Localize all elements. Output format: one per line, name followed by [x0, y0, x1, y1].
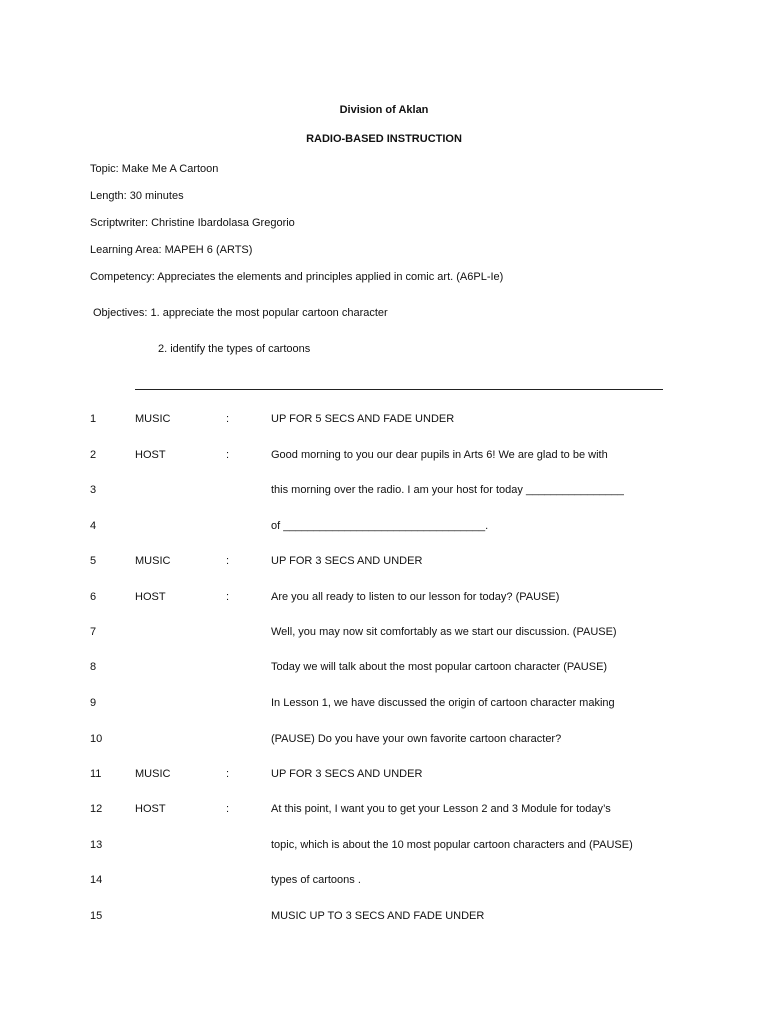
separator: : [226, 449, 230, 461]
line-number: 14 [90, 874, 103, 886]
competency-line: Competency: Appreciates the elements and principles applied in comic art. (A6PL-Ie) [90, 271, 504, 283]
scriptwriter-line: Scriptwriter: Christine Ibardolasa Gregorio [90, 217, 295, 229]
length-line: Length: 30 minutes [90, 190, 184, 202]
cue-text: Well, you may now sit comfortably as we start our discussion. (PAUSE) [271, 626, 617, 638]
speaker: MUSIC [135, 768, 171, 780]
line-number: 15 [90, 910, 103, 922]
line-number: 13 [90, 839, 103, 851]
line-number: 10 [90, 733, 103, 745]
section-divider [135, 389, 663, 390]
line-number: 7 [90, 626, 97, 638]
cue-text: Are you all ready to listen to our lesson for today? (PAUSE) [271, 591, 560, 603]
separator: : [226, 768, 230, 780]
line-number: 12 [90, 803, 103, 815]
line-number: 5 [90, 555, 97, 567]
document-title: RADIO-BASED INSTRUCTION [306, 133, 462, 145]
script-row [0, 520, 768, 536]
script-row [0, 555, 768, 571]
speaker: MUSIC [135, 413, 171, 425]
cue-text: of _________________________________. [271, 520, 489, 532]
cue-text: UP FOR 3 SECS AND UNDER [271, 768, 423, 780]
cue-text: this morning over the radio. I am your host for today ________________ [271, 484, 624, 496]
objective-two: 2. identify the types of cartoons [158, 343, 311, 355]
script-row [0, 733, 768, 749]
script-row [0, 591, 768, 607]
cue-text: MUSIC UP TO 3 SECS AND FADE UNDER [271, 910, 485, 922]
line-number: 4 [90, 520, 97, 532]
speaker: MUSIC [135, 555, 171, 567]
script-row [0, 661, 768, 677]
cue-text: (PAUSE) Do you have your own favorite cartoon character? [271, 733, 562, 745]
speaker: HOST [135, 449, 166, 461]
separator: : [226, 591, 230, 603]
line-number: 11 [90, 768, 102, 780]
script-row [0, 803, 768, 819]
script-row [0, 768, 768, 784]
speaker: HOST [135, 803, 166, 815]
learning-area-line: Learning Area: MAPEH 6 (ARTS) [90, 244, 253, 256]
separator: : [226, 803, 230, 815]
cue-text: At this point, I want you to get your Lesson 2 and 3 Module for today’s [271, 803, 611, 815]
script-row [0, 413, 768, 429]
division-heading: Division of Aklan [339, 104, 429, 116]
script-row [0, 910, 768, 926]
line-number: 9 [90, 697, 97, 709]
script-row [0, 874, 768, 890]
line-number: 8 [90, 661, 97, 673]
script-row [0, 484, 768, 500]
cue-text: Today we will talk about the most popular cartoon character (PAUSE) [271, 661, 608, 673]
script-row [0, 449, 768, 465]
topic-line: Topic: Make Me A Cartoon [90, 163, 219, 175]
separator: : [226, 555, 230, 567]
cue-text: UP FOR 5 SECS AND FADE UNDER [271, 413, 455, 425]
cue-text: Good morning to you our dear pupils in Arts 6! We are glad to be with [271, 449, 608, 461]
script-row [0, 839, 768, 855]
cue-text: In Lesson 1, we have discussed the origin of cartoon character making [271, 697, 615, 709]
line-number: 1 [90, 413, 97, 425]
cue-text: UP FOR 3 SECS AND UNDER [271, 555, 423, 567]
cue-text: types of cartoons . [271, 874, 361, 886]
line-number: 6 [90, 591, 97, 603]
separator: : [226, 413, 230, 425]
script-row [0, 697, 768, 713]
speaker: HOST [135, 591, 166, 603]
cue-text: topic, which is about the 10 most popular cartoon characters and (PAUSE) [271, 839, 633, 851]
line-number: 2 [90, 449, 97, 461]
line-number: 3 [90, 484, 97, 496]
script-row [0, 626, 768, 642]
objective-one: Objectives: 1. appreciate the most popular cartoon character [93, 307, 388, 319]
